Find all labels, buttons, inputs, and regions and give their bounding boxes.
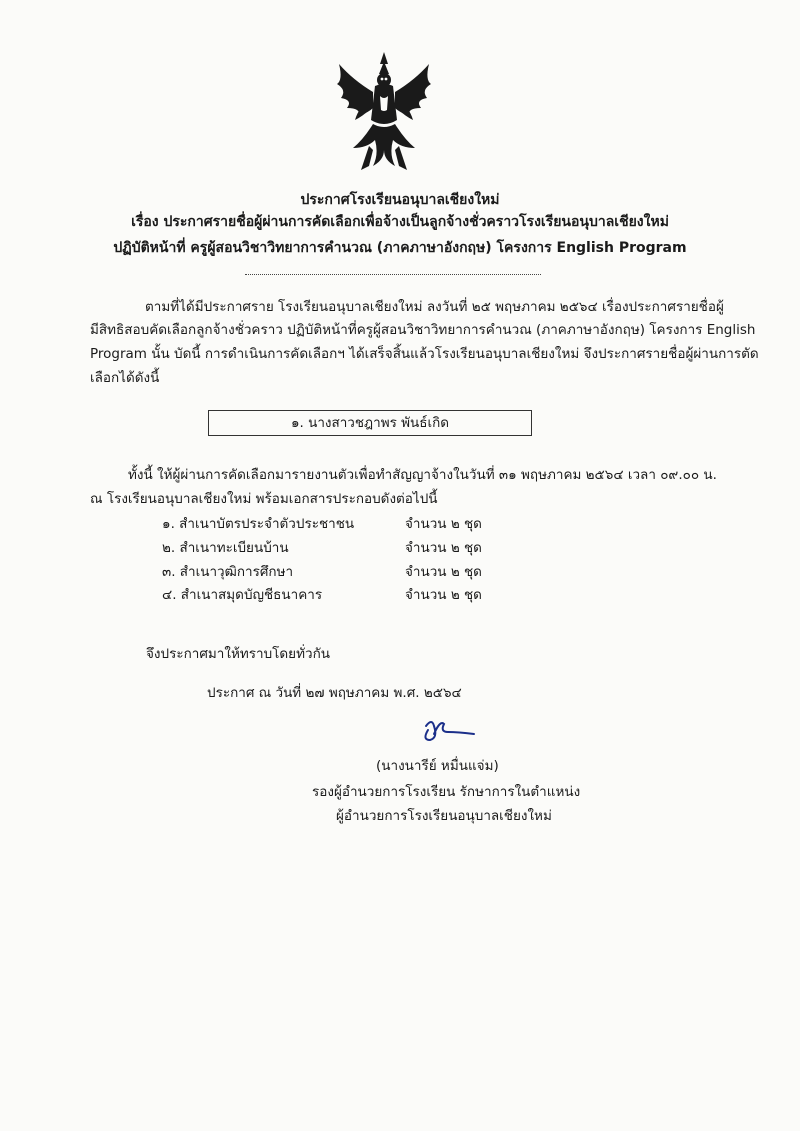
signatory-title-line-2: ผู้อำนวยการโรงเรียนอนุบาลเชียงใหม่ [336, 808, 552, 824]
handwritten-signature [418, 710, 478, 750]
document-item: ๓. สำเนาวุฒิการศึกษา [162, 564, 294, 580]
intro-line-1: ตามที่ได้มีประกาศราย โรงเรียนอนุบาลเชียงใหม่ ลงวันที่ ๒๕ พฤษภาคม ๒๕๖๔ เรื่องประกาศรายชื่อผู้ [145, 299, 724, 315]
document-quantity: จำนวน ๒ ชุด [405, 540, 482, 556]
announcement-date: ประกาศ ณ วันที่ ๒๗ พฤษภาคม พ.ศ. ๒๕๖๔ [207, 685, 462, 701]
closing-statement: จึงประกาศมาให้ทราบโดยทั่วกัน [146, 646, 330, 662]
announcement-subject: เรื่อง ประกาศรายชื่อผู้ผ่านการคัดเลือกเพื่อจ้างเป็นลูกจ้างชั่วคราวโรงเรียนอนุบาลเชียงใหม่ [131, 214, 669, 230]
document-quantity: จำนวน ๒ ชุด [405, 564, 482, 580]
selected-candidate-name: ๑. นางสาวชฎาพร พันธ์เกิด [290, 415, 450, 431]
intro-line-4: เลือกได้ดังนี้ [90, 370, 160, 386]
document-item: ๑. สำเนาบัตรประจำตัวประชาชน [162, 516, 355, 532]
intro-line-3: Program นั้น บัดนี้ การดำเนินการคัดเลือกฯ ได้เสร็จสิ้นแล้วโรงเรียนอนุบาลเชียงใหม่ จึงประกาศรายชื่อผู้ผ่านการตัด [90, 346, 759, 362]
signatory-title-line-1: รองผู้อำนวยการโรงเรียน รักษาการในตำแหน่ง [312, 784, 581, 800]
report-line-1: ทั้งนี้ ให้ผู้ผ่านการคัดเลือกมารายงานตัวเพื่อทำสัญญาจ้างในวันที่ ๓๑ พฤษภาคม ๒๕๖๔ เวลา ๐๙.๐๐ น. [128, 467, 717, 483]
document-quantity: จำนวน ๒ ชุด [405, 516, 482, 532]
announcement-position: ปฏิบัติหน้าที่ ครูผู้สอนวิชาวิทยาการคำนวณ (ภาคภาษาอังกฤษ) โครงการ English Program [113, 240, 687, 256]
garuda-emblem-icon [333, 50, 435, 176]
document-item: ๒. สำเนาทะเบียนบ้าน [162, 540, 289, 556]
signatory-name: (นางนารีย์ หมื่นแจ่ม) [376, 758, 499, 774]
document-quantity: จำนวน ๒ ชุด [405, 587, 482, 603]
intro-line-2: มีสิทธิสอบคัดเลือกลูกจ้างชั่วคราว ปฏิบัติหน้าที่ครูผู้สอนวิชาวิทยาการคำนวณ (ภาคภาษาอังกฤษ) โครงการ English [90, 322, 756, 338]
selected-candidate-box [208, 410, 532, 436]
announcement-title: ประกาศโรงเรียนอนุบาลเชียงใหม่ [300, 192, 500, 208]
document-item: ๔. สำเนาสมุดบัญชีธนาคาร [162, 587, 323, 603]
report-line-2: ณ โรงเรียนอนุบาลเชียงใหม่ พร้อมเอกสารประกอบดังต่อไปนี้ [90, 491, 438, 507]
header-divider [245, 274, 541, 275]
